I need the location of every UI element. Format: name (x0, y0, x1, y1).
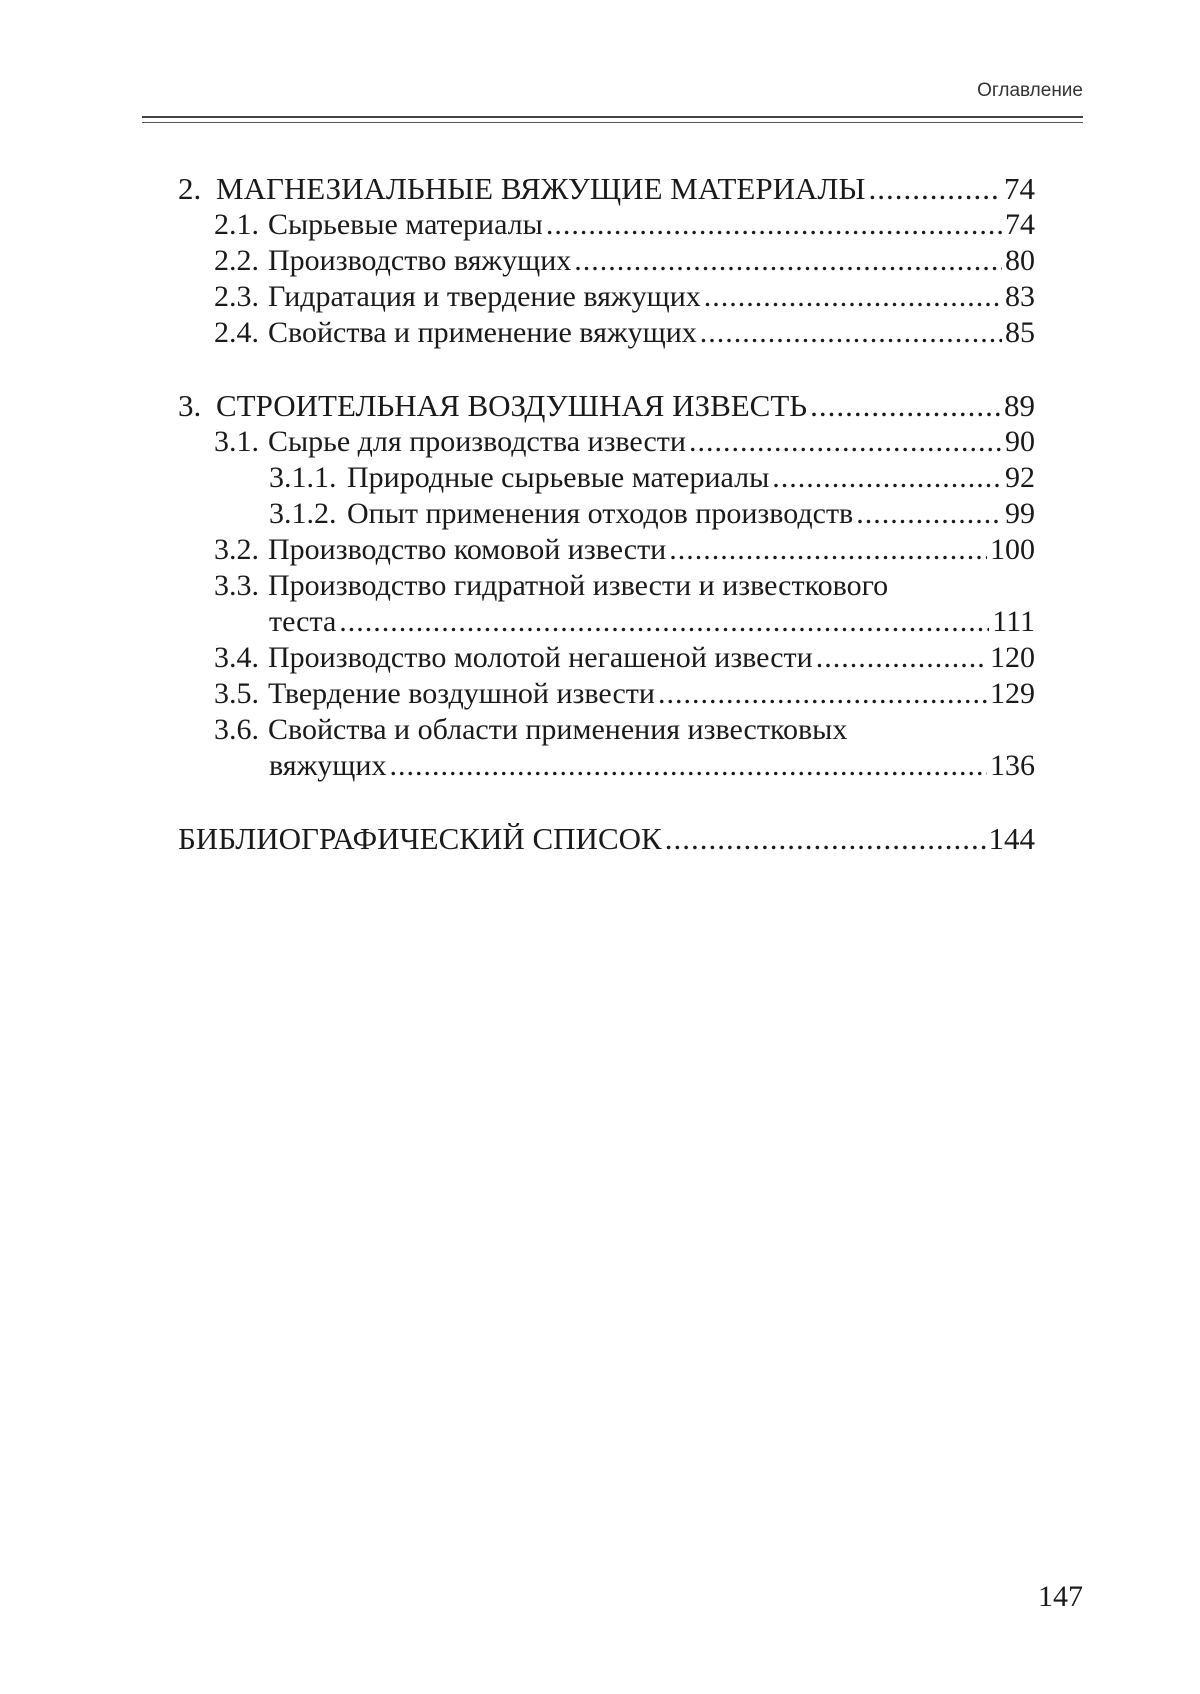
toc-number: 2.2. (214, 244, 268, 278)
toc-title: Производство вяжущих (268, 244, 571, 277)
toc-title: Природные сырьевые материалы (347, 461, 769, 494)
toc-page: 89 (1004, 389, 1035, 423)
toc-title: Сырьевые материалы (268, 208, 543, 241)
toc-section-3-6[interactable] (269, 749, 1035, 783)
toc-page: 120 (990, 641, 1035, 675)
toc-leader (700, 316, 1002, 350)
toc-leader (704, 280, 1002, 314)
toc-section-3-3-line1[interactable] (214, 569, 888, 603)
toc-leader (669, 533, 987, 567)
toc-page: 144 (989, 822, 1036, 856)
toc-page: 80 (1005, 244, 1035, 278)
toc-section-3-3[interactable] (269, 605, 1035, 639)
toc-leader (546, 208, 1002, 242)
toc-leader (665, 822, 986, 856)
toc-page: 83 (1005, 280, 1035, 314)
running-head-title: Оглавление (977, 80, 1083, 102)
toc-title: Гидратация и твердение вяжущих (268, 280, 701, 313)
toc-title: МАГНЕЗИАЛЬНЫЕ ВЯЖУЩИЕ МАТЕРИАЛЫ (216, 171, 865, 206)
toc-section-2-1[interactable] (214, 208, 1035, 242)
toc-page: 99 (1005, 497, 1035, 531)
toc-section-2-2[interactable] (214, 244, 1035, 278)
toc-number: 3.3. (214, 569, 268, 603)
toc-subsection-3-1-2[interactable] (269, 497, 1035, 531)
toc-title: БИБЛИОГРАФИЧЕСКИЙ СПИСОК (178, 822, 662, 856)
toc-number: 2.1. (214, 208, 268, 242)
toc-section-2-3[interactable] (214, 280, 1035, 314)
toc-page: 90 (1005, 425, 1035, 459)
toc-page: 74 (1005, 208, 1035, 242)
toc-title: Опыт применения отходов производств (347, 497, 853, 530)
toc-leader (574, 244, 1002, 278)
toc-leader (658, 677, 987, 711)
toc-page: 111 (992, 605, 1035, 639)
toc-leader (810, 389, 1001, 423)
toc-title: Свойства и применение вяжущих (268, 316, 697, 349)
toc-page: 100 (990, 533, 1035, 567)
toc-number: 2.4. (214, 316, 268, 350)
toc-title-continued: вяжущих (269, 749, 386, 783)
toc-title: Свойства и области применения известковых (268, 713, 847, 746)
toc-title: СТРОИТЕЛЬНАЯ ВОЗДУШНАЯ ИЗВЕСТЬ (216, 388, 807, 423)
toc-leader (339, 605, 989, 639)
toc-number: 3.5. (214, 677, 268, 711)
toc-page: 136 (990, 749, 1035, 783)
toc-section-3-1[interactable] (214, 425, 1035, 459)
toc-title: Сырье для производства извести (268, 425, 686, 458)
toc-section-3-6-line1[interactable] (214, 713, 847, 747)
toc-section-3-2[interactable] (214, 533, 1035, 567)
toc-leader (816, 641, 987, 675)
toc-page: 92 (1005, 461, 1035, 495)
toc-leader (856, 497, 1002, 531)
toc-chapter-3[interactable] (178, 389, 1035, 423)
header-rule-thin (142, 122, 1083, 123)
header-rule-thick (142, 116, 1083, 118)
toc-title: Твердение воздушной извести (268, 677, 655, 710)
toc-leader (868, 172, 1001, 206)
toc-title: Производство комовой извести (268, 533, 666, 566)
toc-page: 85 (1005, 316, 1035, 350)
toc-number: 3. (178, 389, 216, 423)
toc-section-3-5[interactable] (214, 677, 1035, 711)
toc-number: 3.1. (214, 425, 268, 459)
toc-number: 2.3. (214, 280, 268, 314)
toc-number: 3.1.2. (269, 497, 347, 531)
toc-number: 3.1.1. (269, 461, 347, 495)
toc-number: 2. (178, 172, 216, 206)
toc-chapter-2[interactable] (178, 172, 1035, 206)
toc-section-3-4[interactable] (214, 641, 1035, 675)
toc-title: Производство гидратной извести и известкового (268, 569, 888, 602)
toc-number: 3.2. (214, 533, 268, 567)
toc-bibliography[interactable] (178, 822, 1035, 856)
toc-leader (772, 461, 1002, 495)
toc-title: Производство молотой негашеной извести (268, 641, 813, 674)
toc-leader (689, 425, 1002, 459)
toc-subsection-3-1-1[interactable] (269, 461, 1035, 495)
toc-section-2-4[interactable] (214, 316, 1035, 350)
toc-leader (389, 749, 987, 783)
toc-number: 3.4. (214, 641, 268, 675)
toc-page: 74 (1004, 172, 1035, 206)
toc-page: 129 (990, 677, 1035, 711)
page-number: 147 (1038, 1580, 1083, 1614)
toc-title-continued: теста (269, 605, 336, 639)
toc-number: 3.6. (214, 713, 268, 747)
